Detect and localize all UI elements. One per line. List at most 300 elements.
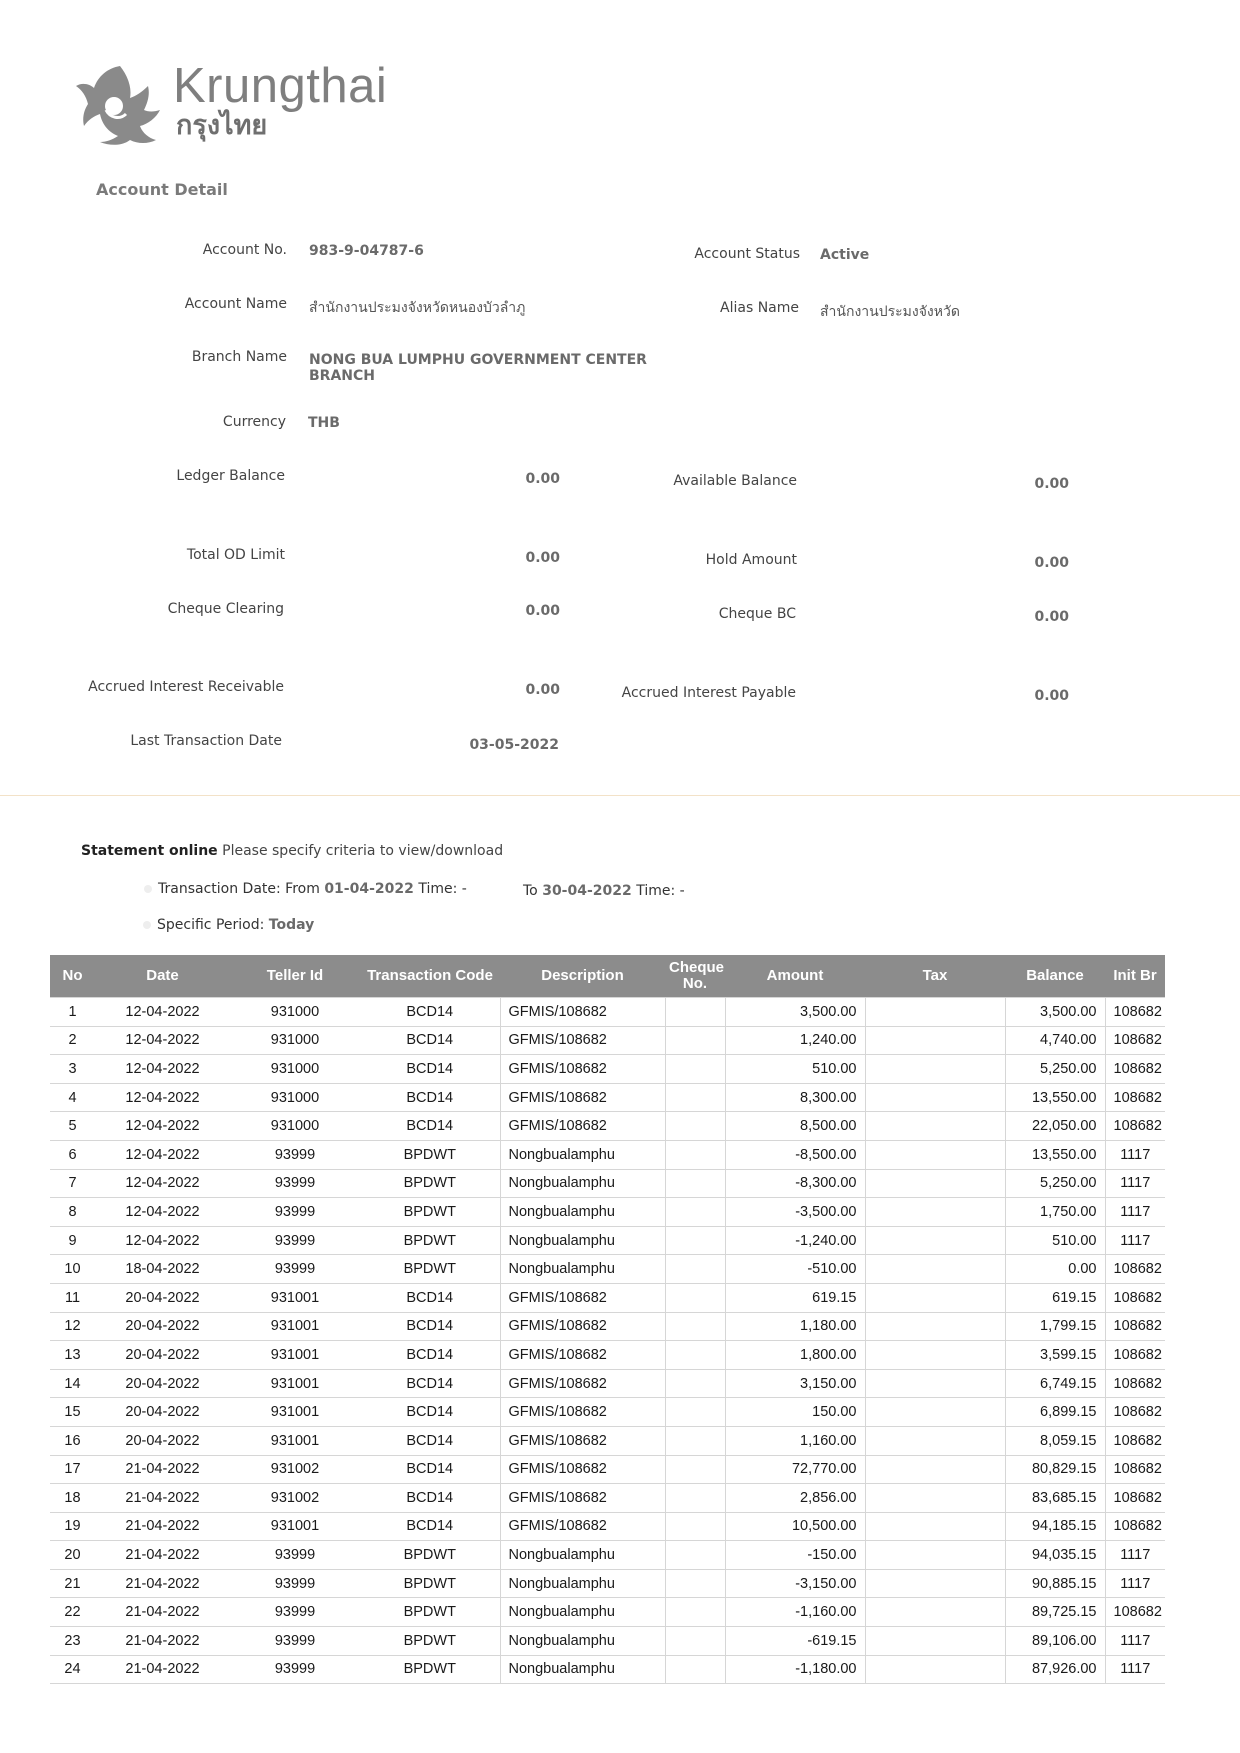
cell-description: Nongbualamphu [500, 1198, 665, 1227]
cell-date: 20-04-2022 [95, 1312, 230, 1341]
cell-teller-id: 93999 [230, 1569, 360, 1598]
cell-cheque-no [665, 1569, 725, 1598]
cell-teller-id: 931001 [230, 1369, 360, 1398]
cell-init-br: 1117 [1105, 1226, 1165, 1255]
cell-transaction-code: BCD14 [360, 1341, 500, 1370]
cell-cheque-no [665, 1426, 725, 1455]
cell-no: 4 [50, 1083, 95, 1112]
cell-amount: 1,180.00 [725, 1312, 865, 1341]
transaction-date-radio[interactable] [144, 885, 152, 893]
cell-transaction-code: BCD14 [360, 1083, 500, 1112]
cell-init-br: 108682 [1105, 1083, 1165, 1112]
account-status-value: Active [820, 247, 870, 263]
table-row [50, 1026, 1165, 1055]
specific-period-label: Specific Period: [157, 917, 265, 933]
cell-balance: 1,750.00 [1005, 1198, 1105, 1227]
cell-date: 21-04-2022 [95, 1455, 230, 1484]
cell-amount: -619.15 [725, 1627, 865, 1656]
cell-no: 15 [50, 1398, 95, 1427]
cell-transaction-code: BCD14 [360, 1455, 500, 1484]
cell-description: Nongbualamphu [500, 1598, 665, 1627]
ledger-balance-label: Ledger Balance [176, 468, 285, 484]
cell-date: 12-04-2022 [95, 1026, 230, 1055]
cell-transaction-code: BCD14 [360, 1112, 500, 1141]
cell-description: Nongbualamphu [500, 1541, 665, 1570]
hold-amount-label: Hold Amount [705, 552, 797, 568]
from-time-value[interactable]: - [461, 881, 467, 897]
cell-teller-id: 93999 [230, 1255, 360, 1284]
table-row [50, 1541, 1165, 1570]
cell-cheque-no [665, 1369, 725, 1398]
cell-balance: 94,035.15 [1005, 1541, 1105, 1570]
section-divider [0, 795, 1240, 796]
table-row [50, 1255, 1165, 1284]
cell-cheque-no [665, 998, 725, 1027]
cell-balance: 619.15 [1005, 1283, 1105, 1312]
available-balance-label: Available Balance [673, 473, 797, 489]
col-header-init-br: Init Br [1105, 955, 1165, 998]
table-row [50, 1198, 1165, 1227]
cell-tax [865, 1426, 1005, 1455]
cell-amount: -8,300.00 [725, 1169, 865, 1198]
cell-tax [865, 1569, 1005, 1598]
cell-description: Nongbualamphu [500, 1226, 665, 1255]
cell-balance: 80,829.15 [1005, 1455, 1105, 1484]
cell-description: GFMIS/108682 [500, 1398, 665, 1427]
cell-description: Nongbualamphu [500, 1627, 665, 1656]
cell-init-br: 1117 [1105, 1627, 1165, 1656]
cell-tax [865, 1455, 1005, 1484]
table-row [50, 1655, 1165, 1684]
cell-tax [865, 1169, 1005, 1198]
cell-description: GFMIS/108682 [500, 1512, 665, 1541]
cell-description: GFMIS/108682 [500, 1026, 665, 1055]
cell-transaction-code: BPDWT [360, 1140, 500, 1169]
cell-no: 13 [50, 1341, 95, 1370]
cell-tax [865, 1341, 1005, 1370]
cell-balance: 5,250.00 [1005, 1169, 1105, 1198]
cell-amount: -510.00 [725, 1255, 865, 1284]
table-row [50, 1426, 1165, 1455]
cell-no: 12 [50, 1312, 95, 1341]
cell-init-br: 108682 [1105, 1055, 1165, 1084]
cell-init-br: 108682 [1105, 1369, 1165, 1398]
cell-teller-id: 93999 [230, 1598, 360, 1627]
cell-amount: 10,500.00 [725, 1512, 865, 1541]
cell-balance: 3,599.15 [1005, 1341, 1105, 1370]
cell-teller-id: 93999 [230, 1627, 360, 1656]
cell-no: 5 [50, 1112, 95, 1141]
cell-tax [865, 1083, 1005, 1112]
krungthai-logo [72, 59, 388, 150]
cell-description: Nongbualamphu [500, 1140, 665, 1169]
cell-init-br: 1117 [1105, 1541, 1165, 1570]
cell-amount: -1,160.00 [725, 1598, 865, 1627]
cell-balance: 1,799.15 [1005, 1312, 1105, 1341]
cell-balance: 89,725.15 [1005, 1598, 1105, 1627]
from-date-value[interactable]: 01-04-2022 [324, 881, 414, 897]
cell-date: 12-04-2022 [95, 1198, 230, 1227]
cell-date: 12-04-2022 [95, 1140, 230, 1169]
cell-amount: 8,500.00 [725, 1112, 865, 1141]
cell-tax [865, 1112, 1005, 1141]
cell-tax [865, 1598, 1005, 1627]
cell-balance: 3,500.00 [1005, 998, 1105, 1027]
cell-teller-id: 931000 [230, 1055, 360, 1084]
cell-date: 20-04-2022 [95, 1341, 230, 1370]
branch-name-value-line2: BRANCH [309, 368, 375, 384]
cell-teller-id: 931000 [230, 1026, 360, 1055]
currency-label: Currency [222, 414, 286, 430]
cell-transaction-code: BCD14 [360, 998, 500, 1027]
brand-name-th: กรุงไทย [176, 110, 268, 141]
cell-cheque-no [665, 1198, 725, 1227]
cell-date: 20-04-2022 [95, 1283, 230, 1312]
cell-cheque-no [665, 1398, 725, 1427]
specific-period-value[interactable]: Today [268, 917, 315, 933]
cell-cheque-no [665, 1655, 725, 1684]
cell-cheque-no [665, 1283, 725, 1312]
table-row [50, 1140, 1165, 1169]
cell-date: 12-04-2022 [95, 1083, 230, 1112]
cell-cheque-no [665, 1455, 725, 1484]
to-date-criteria [523, 883, 685, 899]
specific-period-radio[interactable] [143, 921, 151, 929]
to-time-label: Time: [636, 883, 676, 899]
cell-init-br: 108682 [1105, 1598, 1165, 1627]
total-od-limit-label: Total OD Limit [186, 547, 285, 563]
cell-date: 21-04-2022 [95, 1655, 230, 1684]
cell-init-br: 108682 [1105, 1255, 1165, 1284]
cell-init-br: 108682 [1105, 998, 1165, 1027]
last-transaction-date-label: Last Transaction Date [130, 733, 282, 749]
tx-date-label: Transaction Date: From [158, 881, 320, 897]
cell-balance: 510.00 [1005, 1226, 1105, 1255]
cell-balance: 90,885.15 [1005, 1569, 1105, 1598]
cheque-bc-value: 0.00 [1034, 609, 1069, 625]
cell-balance: 22,050.00 [1005, 1112, 1105, 1141]
cell-transaction-code: BCD14 [360, 1312, 500, 1341]
cell-date: 20-04-2022 [95, 1369, 230, 1398]
cell-description: GFMIS/108682 [500, 1341, 665, 1370]
cell-description: GFMIS/108682 [500, 1055, 665, 1084]
cell-no: 1 [50, 998, 95, 1027]
cell-tax [865, 1255, 1005, 1284]
cell-cheque-no [665, 1627, 725, 1656]
cell-date: 21-04-2022 [95, 1541, 230, 1570]
cell-init-br: 108682 [1105, 1026, 1165, 1055]
cell-tax [865, 1484, 1005, 1513]
cell-teller-id: 931002 [230, 1455, 360, 1484]
accrued-interest-payable-label: Accrued Interest Payable [621, 685, 796, 701]
cell-transaction-code: BCD14 [360, 1512, 500, 1541]
hold-amount-value: 0.00 [1034, 555, 1069, 571]
cell-teller-id: 93999 [230, 1655, 360, 1684]
cell-balance: 94,185.15 [1005, 1512, 1105, 1541]
cell-cheque-no [665, 1055, 725, 1084]
branch-name-label: Branch Name [191, 349, 287, 365]
cell-cheque-no [665, 1112, 725, 1141]
cell-balance: 89,106.00 [1005, 1627, 1105, 1656]
cell-transaction-code: BPDWT [360, 1627, 500, 1656]
table-row [50, 1226, 1165, 1255]
col-header-description: Description [500, 955, 665, 998]
cheque-clearing-label: Cheque Clearing [167, 601, 284, 617]
cell-tax [865, 1026, 1005, 1055]
cell-teller-id: 93999 [230, 1226, 360, 1255]
specific-period-criteria[interactable] [143, 917, 314, 933]
cell-amount: -1,180.00 [725, 1655, 865, 1684]
cell-no: 20 [50, 1541, 95, 1570]
cell-description: Nongbualamphu [500, 1255, 665, 1284]
cell-date: 21-04-2022 [95, 1512, 230, 1541]
cell-date: 21-04-2022 [95, 1627, 230, 1656]
cell-description: Nongbualamphu [500, 1169, 665, 1198]
cell-cheque-no [665, 1255, 725, 1284]
cell-transaction-code: BPDWT [360, 1198, 500, 1227]
cell-teller-id: 931000 [230, 1112, 360, 1141]
cell-init-br: 1117 [1105, 1140, 1165, 1169]
table-row [50, 1598, 1165, 1627]
cell-balance: 13,550.00 [1005, 1083, 1105, 1112]
cell-init-br: 108682 [1105, 1283, 1165, 1312]
col-header-amount: Amount [725, 955, 865, 998]
cell-init-br: 108682 [1105, 1398, 1165, 1427]
cell-amount: 619.15 [725, 1283, 865, 1312]
accrued-interest-receivable-label: Accrued Interest Receivable [88, 679, 284, 695]
cell-date: 18-04-2022 [95, 1255, 230, 1284]
cell-teller-id: 93999 [230, 1169, 360, 1198]
table-row [50, 1169, 1165, 1198]
cell-cheque-no [665, 1484, 725, 1513]
accrued-interest-payable-value: 0.00 [1034, 688, 1069, 704]
cell-no: 9 [50, 1226, 95, 1255]
cell-teller-id: 931001 [230, 1398, 360, 1427]
alias-name-value: สำนักงานประมงจังหวัด [820, 304, 960, 320]
account-name-value: สำนักงานประมงจังหวัดหนองบัวลำภู [309, 300, 526, 316]
cell-amount: -1,240.00 [725, 1226, 865, 1255]
cell-no: 21 [50, 1569, 95, 1598]
col-header-cheque-no: Cheque No. [665, 955, 725, 998]
col-header-balance: Balance [1005, 955, 1105, 998]
cell-cheque-no [665, 1598, 725, 1627]
cell-teller-id: 931001 [230, 1283, 360, 1312]
table-row [50, 1569, 1165, 1598]
cell-date: 20-04-2022 [95, 1426, 230, 1455]
cell-init-br: 108682 [1105, 1312, 1165, 1341]
cell-balance: 83,685.15 [1005, 1484, 1105, 1513]
cell-tax [865, 1140, 1005, 1169]
cell-date: 21-04-2022 [95, 1484, 230, 1513]
cell-amount: 2,856.00 [725, 1484, 865, 1513]
table-row [50, 1484, 1165, 1513]
cell-no: 7 [50, 1169, 95, 1198]
cell-amount: -150.00 [725, 1541, 865, 1570]
cell-no: 10 [50, 1255, 95, 1284]
cell-tax [865, 1312, 1005, 1341]
table-row [50, 1055, 1165, 1084]
cell-amount: 1,800.00 [725, 1341, 865, 1370]
table-row [50, 1312, 1165, 1341]
last-transaction-date-value: 03-05-2022 [469, 737, 559, 753]
cell-description: Nongbualamphu [500, 1569, 665, 1598]
cell-tax [865, 1226, 1005, 1255]
cell-amount: 3,500.00 [725, 998, 865, 1027]
cell-init-br: 1117 [1105, 1655, 1165, 1684]
cell-tax [865, 1512, 1005, 1541]
cell-no: 17 [50, 1455, 95, 1484]
to-label: To [523, 883, 538, 899]
cell-amount: 8,300.00 [725, 1083, 865, 1112]
cell-transaction-code: BPDWT [360, 1569, 500, 1598]
cell-teller-id: 931002 [230, 1484, 360, 1513]
cell-date: 21-04-2022 [95, 1598, 230, 1627]
cell-cheque-no [665, 1341, 725, 1370]
cell-teller-id: 931000 [230, 1083, 360, 1112]
cell-no: 8 [50, 1198, 95, 1227]
cell-cheque-no [665, 1169, 725, 1198]
total-od-limit-value: 0.00 [525, 550, 560, 566]
ledger-balance-value: 0.00 [525, 471, 560, 487]
cell-amount: 510.00 [725, 1055, 865, 1084]
cell-transaction-code: BPDWT [360, 1226, 500, 1255]
brand-name-en: Krungthai [173, 59, 388, 113]
cell-description: GFMIS/108682 [500, 1083, 665, 1112]
col-header-date: Date [95, 955, 230, 998]
cell-date: 12-04-2022 [95, 1169, 230, 1198]
transactions-table [50, 955, 1165, 1684]
cell-init-br: 1117 [1105, 1569, 1165, 1598]
cell-balance: 5,250.00 [1005, 1055, 1105, 1084]
cell-cheque-no [665, 1312, 725, 1341]
table-row [50, 1512, 1165, 1541]
account-no-label: Account No. [202, 242, 287, 258]
cell-teller-id: 931001 [230, 1341, 360, 1370]
col-header-no: No [50, 955, 95, 998]
cell-cheque-no [665, 1140, 725, 1169]
cell-date: 20-04-2022 [95, 1398, 230, 1427]
table-row [50, 1083, 1165, 1112]
cell-description: GFMIS/108682 [500, 1484, 665, 1513]
cell-tax [865, 1627, 1005, 1656]
cell-transaction-code: BCD14 [360, 1055, 500, 1084]
cell-transaction-code: BCD14 [360, 1484, 500, 1513]
account-no-value: 983-9-04787-6 [309, 243, 424, 259]
cell-no: 3 [50, 1055, 95, 1084]
cell-amount: -3,150.00 [725, 1569, 865, 1598]
cell-date: 12-04-2022 [95, 1112, 230, 1141]
statement-title: Statement online [81, 843, 218, 859]
cell-amount: -8,500.00 [725, 1140, 865, 1169]
cell-balance: 13,550.00 [1005, 1140, 1105, 1169]
statement-header [81, 843, 503, 859]
cell-teller-id: 931001 [230, 1426, 360, 1455]
branch-name-value-line1: NONG BUA LUMPHU GOVERNMENT CENTER [309, 352, 647, 368]
cell-cheque-no [665, 1026, 725, 1055]
cell-tax [865, 1398, 1005, 1427]
cell-init-br: 108682 [1105, 1112, 1165, 1141]
cell-tax [865, 1283, 1005, 1312]
cheque-bc-label: Cheque BC [718, 606, 796, 622]
cell-transaction-code: BPDWT [360, 1598, 500, 1627]
cell-date: 21-04-2022 [95, 1569, 230, 1598]
cell-balance: 4,740.00 [1005, 1026, 1105, 1055]
cell-balance: 0.00 [1005, 1255, 1105, 1284]
transaction-date-criteria[interactable] [144, 881, 467, 897]
col-header-tax: Tax [865, 955, 1005, 998]
cell-balance: 87,926.00 [1005, 1655, 1105, 1684]
cell-amount: 3,150.00 [725, 1369, 865, 1398]
cell-cheque-no [665, 1226, 725, 1255]
cell-tax [865, 1198, 1005, 1227]
accrued-interest-receivable-value: 0.00 [525, 682, 560, 698]
cell-balance: 8,059.15 [1005, 1426, 1105, 1455]
cell-teller-id: 931000 [230, 998, 360, 1027]
cell-cheque-no [665, 1541, 725, 1570]
cell-transaction-code: BCD14 [360, 1026, 500, 1055]
cell-transaction-code: BCD14 [360, 1426, 500, 1455]
cell-init-br: 108682 [1105, 1484, 1165, 1513]
cell-no: 22 [50, 1598, 95, 1627]
cell-tax [865, 1369, 1005, 1398]
cell-transaction-code: BPDWT [360, 1255, 500, 1284]
cell-description: GFMIS/108682 [500, 1369, 665, 1398]
cell-init-br: 1117 [1105, 1198, 1165, 1227]
account-name-label: Account Name [184, 296, 287, 312]
cell-cheque-no [665, 1512, 725, 1541]
garuda-logo-icon [72, 60, 168, 148]
cell-init-br: 108682 [1105, 1455, 1165, 1484]
table-header-row [50, 955, 1165, 998]
cell-transaction-code: BPDWT [360, 1169, 500, 1198]
cell-description: GFMIS/108682 [500, 1112, 665, 1141]
cell-amount: 150.00 [725, 1398, 865, 1427]
from-time-label: Time: [418, 881, 458, 897]
cell-no: 11 [50, 1283, 95, 1312]
table-row [50, 1398, 1165, 1427]
table-row [50, 1112, 1165, 1141]
cell-date: 12-04-2022 [95, 998, 230, 1027]
cell-tax [865, 1055, 1005, 1084]
cell-teller-id: 931001 [230, 1312, 360, 1341]
cell-description: GFMIS/108682 [500, 1312, 665, 1341]
cell-no: 16 [50, 1426, 95, 1455]
cell-description: GFMIS/108682 [500, 1426, 665, 1455]
cell-description: GFMIS/108682 [500, 1283, 665, 1312]
cell-balance: 6,899.15 [1005, 1398, 1105, 1427]
cell-balance: 6,749.15 [1005, 1369, 1105, 1398]
cell-amount: 1,240.00 [725, 1026, 865, 1055]
cell-transaction-code: BPDWT [360, 1541, 500, 1570]
cell-teller-id: 93999 [230, 1140, 360, 1169]
cell-no: 23 [50, 1627, 95, 1656]
cell-transaction-code: BCD14 [360, 1283, 500, 1312]
cell-no: 18 [50, 1484, 95, 1513]
cell-description: Nongbualamphu [500, 1655, 665, 1684]
cell-no: 24 [50, 1655, 95, 1684]
to-time-value[interactable]: - [679, 883, 685, 899]
to-date-value[interactable]: 30-04-2022 [542, 883, 632, 899]
cell-transaction-code: BCD14 [360, 1398, 500, 1427]
cell-teller-id: 93999 [230, 1198, 360, 1227]
cell-init-br: 108682 [1105, 1426, 1165, 1455]
currency-value: THB [308, 415, 340, 431]
table-row [50, 1341, 1165, 1370]
cell-init-br: 108682 [1105, 1512, 1165, 1541]
cell-init-br: 108682 [1105, 1341, 1165, 1370]
cell-transaction-code: BCD14 [360, 1369, 500, 1398]
cell-date: 12-04-2022 [95, 1055, 230, 1084]
